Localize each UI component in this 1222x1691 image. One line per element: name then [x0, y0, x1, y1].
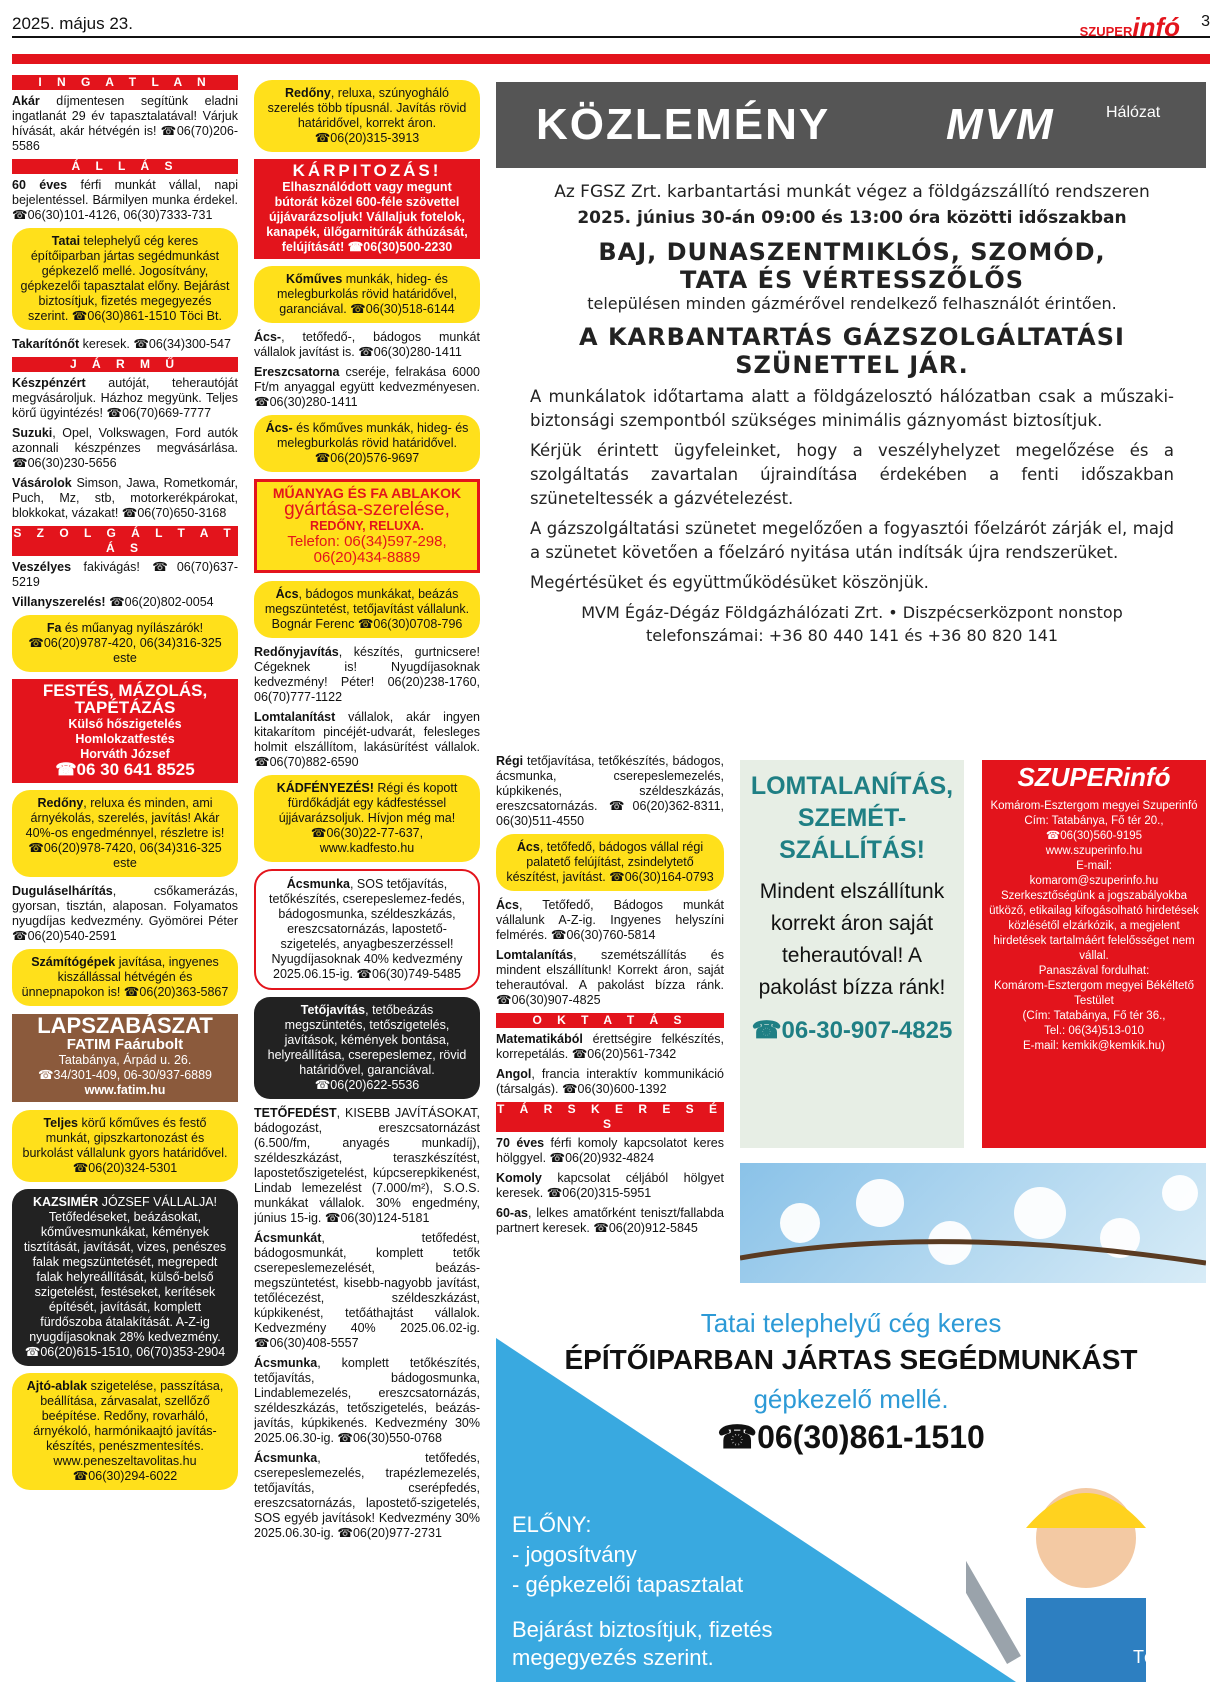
- notice-line-5: A KARBANTARTÁS GÁZSZOLGÁLTATÁSI SZÜNETTEL JÁR.: [579, 323, 1125, 379]
- classified-ad: Készpénzért autóját, teherautóját megvásároljuk. Házhoz megyünk. Teljes körű ügyintézés! ☎06(70)669-7777: [12, 376, 238, 420]
- classified-ad: Lomtalanítás, szemétszállítás és mindent elszállítunk! Korrekt áron, saját teherautóval. A pakolást bízza ránk. ☎06(30)907-4825: [496, 948, 724, 1007]
- notice-title: KÖZLEMÉNY: [536, 100, 831, 149]
- classified-ad: Redőnyjavítás, készítés, gurtnicsere! Cégeknek is! Nyugdíjasoknak kedvezmény! Péter! 06(20)238-1760, 06(70)777-1122: [254, 645, 480, 704]
- highlighted-ad: Ács, bádogos munkákat, beázás megszüntetést, tetőjavítást vállalunk. Bognár Ferenc ☎06(30)0708-796: [254, 581, 480, 638]
- waste-phone: ☎06-30-907-4825: [751, 1017, 953, 1044]
- classified-ad: Takarítónőt keresek. ☎06(34)300-547: [12, 337, 231, 351]
- job-advantage-title: ELŐNY:: [512, 1512, 592, 1537]
- highlighted-ad: KÁDFÉNYEZÉS! Régi és kopott fürdőkádját egy kádfestéssel újjávarázsoljuk. Hívjon még ma! ☎06(30)22-77-637, www.kadfesto.hu: [254, 775, 480, 862]
- classified-ad: Veszélyes fakivágás! ☎06(70)637-5219: [12, 560, 238, 589]
- section-heading: O K T A T Á S: [496, 1013, 724, 1028]
- section-heading: I N G A T L A N: [12, 75, 238, 90]
- lapszabaszat-ad: LAPSZABÁSZAT FATIM Faárubolt Tatabánya, Árpád u. 26. ☎34/301-409, 06-30/937-6889 www.fatim.hu: [12, 1014, 238, 1102]
- mvm-halozat: Hálózat: [1106, 104, 1161, 121]
- section-heading: Á L L Á S: [12, 159, 238, 174]
- highlighted-ad: Fa és műanyag nyílászárók! ☎06(20)9787-420, 06(34)316-325 este: [12, 615, 238, 672]
- classified-ad: 60 éves férfi munkát vállal, napi bejelentéssel. Bármilyen munka érdekel. ☎06(30)101-4126, 06(30)7333-731: [12, 178, 238, 222]
- classified-ad: 70 éves férfi komoly kapcsolatot keres hölggyel. ☎06(20)932-4824: [496, 1136, 724, 1165]
- classified-ad: Villanyszerelés! ☎06(20)802-0054: [12, 595, 214, 609]
- classified-ad: Régi tetőjavítása, tetőkészítés, bádogos, ácsmunka, cserepeslemezelés, kúpkikenés, széldeszkázás, ereszcsatornázás. ☎06(20)362-8311, 06(30)511-4550: [496, 754, 724, 828]
- waste-removal-ad: [740, 760, 964, 1148]
- job-ad: [496, 1298, 1206, 1682]
- job-company: Töci Bt.: [1132, 1647, 1194, 1667]
- highlighted-ad: Ács- és kőműves munkák, hideg- és melegburkolás rövid határidővel. ☎06(20)576-9697: [254, 415, 480, 472]
- notice-towns: BAJ, DUNASZENTMIKLÓS, SZOMÓD, TATA ÉS VÉRTESSZŐLŐS: [598, 238, 1106, 294]
- highlighted-ad: Kőműves munkák, hideg- és melegburkolás rövid határidővel, garanciával. ☎06(30)518-6144: [254, 266, 480, 323]
- waste-title: LOMTALANÍTÁS, SZEMÉT-SZÁLLÍTÁS!: [750, 772, 954, 864]
- classified-ad: Matematikából érettségire felkészítés, korrepetálás. ☎06(20)561-7342: [496, 1032, 724, 1061]
- job-advantage-2: - gépkezelői tapasztalat: [512, 1572, 744, 1597]
- notice-header: [496, 82, 1206, 168]
- classified-ad: Akár díjmentesen segítünk eladni ingatlanát 29 év tapasztalatával! Várjuk hívását, akár hétvégén is! ☎06(70)206-5586: [12, 94, 238, 153]
- classified-ad: Ácsmunkát, tetőfedést, bádogosmunkát, komplett tetők cserepeslemezelését, beázás-megszüntetést, kisebb-nagyobb javítást, tetőlécezést, széldeszkázást, kúpkikenést, tetőáthajtást vállalok. Kedvezmény 40% 2025.06.02-ig. ☎06(30)408-5557: [254, 1231, 480, 1350]
- notice-p4: Megértésüket és együttműködésüket köszönjük.: [530, 573, 929, 592]
- job-footer: Bejárást biztosítjuk, fizetés megegyezés szerint.: [512, 1617, 773, 1670]
- red-ad: KÁRPITOZÁS! Elhasználódott vagy megunt bútorát közel 600-féle szövettel újjávarázsoljuk! Vállaljuk fotelok, kanapék, ülőgarnitúrák áthúzását, felújítását! ☎06(30)500-2230: [254, 159, 480, 259]
- column-3: [496, 754, 724, 1294]
- blossom-icon: [740, 1163, 1206, 1283]
- highlighted-ad: Tatai telephelyű cég keres építőiparban jártas segédmunkást gépkezelő mellé. Jogosítvány, gépkezelői tapasztalat előny. Bejárást biztosítjuk, fizetés megegyezés szerint. ☎06(30)861-1510 Töci Bt.: [12, 228, 238, 330]
- notice-body: [530, 182, 1174, 647]
- red-rule: [12, 54, 1210, 64]
- notice-signature: MVM Égáz-Dégáz Földgázhálózati Zrt. • Diszpécserközpont nonstop telefonszámai: +36 80 440 141 és +36 80 820 141: [581, 603, 1123, 645]
- classified-ad: Angol, francia interaktív kommunikáció (társalgás). ☎06(30)600-1392: [496, 1067, 724, 1096]
- mvm-logo: MVM: [946, 100, 1055, 149]
- highlighted-ad: Ács, tetőfedő, bádogos vállal régi palatető felújítást, zsindelytető készítést, javítást. ☎06(30)164-0793: [496, 834, 724, 891]
- highlighted-ad: Teljes körű kőműves és festő munkát, gipszkartonozást és burkolást vállalunk gyors határidővel. ☎06(20)324-5301: [12, 1110, 238, 1182]
- dark-ad: KAZSIMÉR JÓZSEF VÁLLALJA! Tetőfedéseket, beázásokat, kőművesmunkákat, kémények tisztítását, javítását, vizes, penészes falak megszüntetését, megrepedt falak helyreállítását, külső-belső szigetelést, festéseket, kerítések építését, javítását, komplett fürdőszoba átalakítását. A-Z-ig nyugdíjasoknak 28% kedvezmény. ☎06(20)615-1510, 06(70)353-2904: [12, 1189, 238, 1366]
- classified-ad: Ereszcsatorna cseréje, felrakása 6000 Ft/m anyaggal együtt kedvezményesen. ☎06(30)280-1411: [254, 365, 480, 409]
- classified-ad: Vásárolok Simson, Jawa, Rometkomár, Puch, Mz, stb, motorkerékpárokat, blokkokat, vázakat! ☎06(70)650-3168: [12, 476, 238, 520]
- classified-ad: Komoly kapcsolat céljából hölgyet keresek. ☎06(20)315-5951: [496, 1171, 724, 1200]
- job-advantage-1: - jogosítvány: [512, 1542, 637, 1567]
- job-line-c: gépkezelő mellé.: [753, 1384, 949, 1414]
- classified-ad: Ácsmunka, komplett tetőkészítés, tetőjavítás, bádogosmunka, Lindablemezelés, ereszcsatornázás, széldeszkázás, tetőszigetelés, beázás-javítás, kúpkikenés. Kedvezmény 30% 2025.06.30-ig. ☎06(30)550-0768: [254, 1356, 480, 1445]
- section-heading: T Á R S K E R E S É S: [496, 1102, 724, 1131]
- classified-ad: Suzuki, Opel, Volkswagen, Ford autók azonnali készpénzes megvásárlása. ☎06(30)230-5656: [12, 426, 238, 470]
- column-2: [254, 76, 480, 1682]
- classified-ad: 60-as, lelkes amatőrként teniszt/fallabda partnert keresek. ☎06(20)912-5845: [496, 1206, 724, 1235]
- column-1: [12, 72, 238, 1682]
- outlined-ad: Ácsmunka, SOS tetőjavítás, tetőkészítés, cserepeslemez-fedés, bádogosmunka, széldeszkázás, ereszcsatornázás, lapostető-szigetelés, anyagbeszerzéssel! Nyugdíjasoknak 40% kedvezmény 2025.06.15-ig. ☎06(30)749-5485: [254, 869, 480, 990]
- publisher-info: [982, 760, 1206, 1148]
- classified-ad: Ács, Tetőfedő, Bádogos munkát vállalunk A-Z-ig. Ingyenes helyszíni felmérés. ☎06(30)760-5814: [496, 898, 724, 942]
- classified-ad: Ácsmunka, tetőfedés, cserepeslemezelés, trapézlemezelés, tetőjavítás, cserépfedés, ereszcsatornázás, lapostető-szigetelés, SOS egyéb javítások! Kedvezmény 30% 2025.06.30-ig. ☎06(20)977-2731: [254, 1451, 480, 1540]
- page-number: 3: [1201, 13, 1210, 30]
- highlighted-ad: Redőny, reluxa és minden, ami árnyékolás, szerelés, javítás! Akár 40%-os engedménnyel, részletre is! ☎06(20)978-7420, 06(34)316-325 este: [12, 790, 238, 877]
- dark-ad: Tetőjavítás, tetőbeázás megszüntetés, tetőszigetelés, javítások, kémények bontása, helyreállítása, cserepeslemez, rövid határidővel, garanciával. ☎06(20)622-5536: [254, 997, 480, 1099]
- issue-date: 2025. május 23.: [12, 14, 133, 33]
- section-heading: J Á R M Ű: [12, 357, 238, 372]
- highlighted-ad: Redőny, reluxa, szúnyogháló szerelés több típusnál. Javítás rövid határidővel, korrekt áron. ☎06(20)315-3913: [254, 80, 480, 152]
- notice-p1: A munkálatok időtartama alatt a földgázelosztó hálózatban csak a műszaki-biztonsági szempontból szükséges minimális gáznyomást biztosítjuk.: [530, 387, 1174, 430]
- notice-p2: Kérjük érintett ügyfeleinket, hogy a veszélyhelyzet megelőzése és a szolgáltatás zavartalan újraindítása érdekében a fenti időszakban szüneteltessék a gázvételezést.: [530, 441, 1174, 508]
- classified-ad: Lomtalanítást vállalok, akár ingyen kitakarítom pincéjét-udvarát, felesleges holmit elszállítom, lakásürítést vállalok. ☎06(70)882-6590: [254, 710, 480, 769]
- highlighted-ad: Számítógépek javítása, ingyenes kiszállással hétvégén és ünnepnapokon is! ☎06(20)363-5867: [12, 949, 238, 1006]
- notice-line-1: Az FGSZ Zrt. karbantartási munkát végez a földgázszállító rendszeren: [554, 182, 1150, 202]
- job-phone: ☎06(30)861-1510: [717, 1419, 985, 1455]
- section-heading: S Z O L G Á L T A T Á S: [13, 526, 237, 555]
- flower-photo: [740, 1163, 1206, 1283]
- highlighted-ad: Ajtó-ablak szigetelése, passzítása, beállítása, zárvasalat, szellőző beépítése. Redőny, rovarháló, árnyékoló, harmónikaajtó javítás-készítés, penészmentesítés. www.peneszeltavolitas.hu ☎06(30)294-6022: [12, 1373, 238, 1490]
- window-ad: MŰANYAG ÉS FA ABLAKOK gyártása-szerelése, REDŐNY, RELUXA. Telefon: 06(34)597-298, 06(20)434-8889: [254, 479, 480, 573]
- job-line-a: Tatai telephelyű cég keres: [700, 1308, 1002, 1338]
- notice-p3: A gázszolgáltatási szünetet megelőzően a fogyasztói főelzárót zárják el, majd a szünetet követően a főelzáró nyitása után indítsák újra rendszerüket.: [530, 519, 1174, 562]
- classified-ad: TETŐFEDÉST, KISEBB JAVÍTÁSOKAT, bádogozást, ereszcsatornázást (6.500/fm, anyagés munkadíj), széldeszkázást, teraszkészítést, lapostetőszigetelést, kúpcserepkikenést, Lindab lemezelést (7.000/m²), S.O.S. munkákat vállalok. 30% engedmény, június 15-ig. ☎06(30)124-5181: [254, 1106, 480, 1225]
- job-line-b: ÉPÍTŐIPARBAN JÁRTAS SEGÉDMUNKÁST: [564, 1344, 1138, 1375]
- waste-text: Mindent elszállítunk korrekt áron saját teherautóval! A pakolást bízza ránk!: [758, 880, 946, 999]
- publisher-text: Komárom-Esztergom megyei Szuperinfó Cím: Tatabánya, Fő tér 20., ☎06(30)560-9195 www.szuperinfo.hu E-mail: komarom@szuperinfo.hu Szerkesztőségünk a jogszabályokba ütköző, etikailag kifogásolható hirdetések közlésétől elzárkózik, a megjelent hirdetések tartalmáért felelősséget nem vállal. Panaszával fordulhat: Komárom-Esztergom megyei Békéltető Testület (Cím: Tatabánya, Fő tér 36., Tel.: 06(34)513-010 E-mail: kemkik@kemkik.hu): [989, 800, 1199, 1052]
- page-header: [12, 10, 1210, 42]
- red-ad: FESTÉS, MÁZOLÁS, TAPÉTÁZÁS Külső hőszigetelés Homlokzatfestés Horváth József ☎06 30 641 8525: [12, 679, 238, 783]
- notice-line-2: 2025. június 30-án 09:00 és 13:00 óra közötti időszakban: [577, 208, 1127, 228]
- publisher-logo: SZUPERinfó: [1017, 762, 1171, 792]
- brand-logo: SZUPERinfó: [1079, 12, 1180, 42]
- classified-ad: Ács-, tetőfedő-, bádogos munkát vállalok javítást is. ☎06(30)280-1411: [254, 330, 480, 359]
- notice-line-4: településen minden gázmérővel rendelkező felhasználót érintően.: [587, 294, 1117, 313]
- classified-ad: Duguláselhárítás, csőkamerázás, gyorsan, tisztán, alaposan. Folyamatos nyugdíjas kedvezmény. Gyömörei Péter ☎06(20)540-2591: [12, 884, 238, 943]
